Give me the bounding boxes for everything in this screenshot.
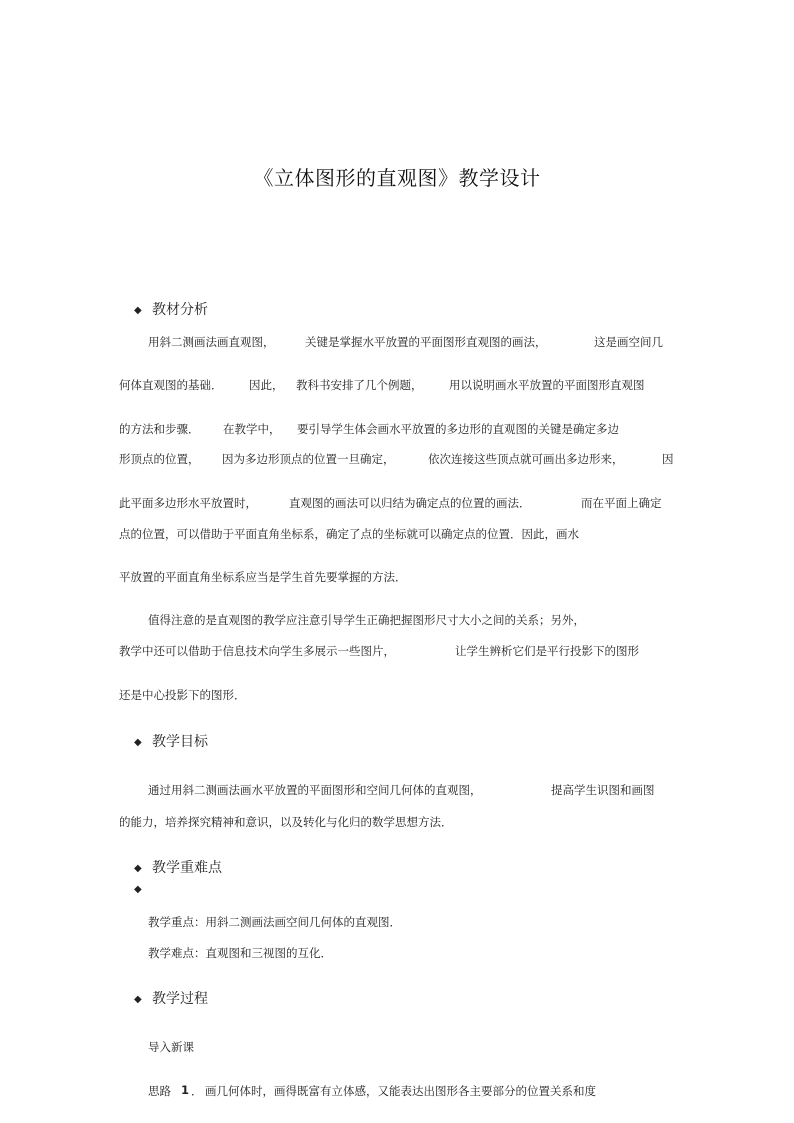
- text-segment: 因为多边形顶点的位置一旦确定，: [222, 452, 395, 466]
- text-segment: 用以说明画水平放置的平面图形直观图: [449, 378, 645, 392]
- text-segment: 通过用斜二测画法画水平放置的平面图形和空间几何体的直观图，: [148, 783, 482, 797]
- teaching-focus: 教学重点：用斜二测画法画空间几何体的直观图．: [148, 915, 401, 929]
- text-segment: 因: [662, 452, 674, 466]
- text-segment: 形顶点的位置，: [119, 452, 200, 466]
- paragraph-line: 点的位置，可以借助于平面直角坐标系，确定了点的坐标就可以确定点的位置．因此，画水: [119, 527, 579, 541]
- text-segment: 用斜二测画法画直观图，: [148, 335, 275, 349]
- paragraph-line: 平放置的平面直角坐标系应当是学生首先要掌握的方法．: [119, 570, 407, 584]
- section-heading-label: 教学目标: [152, 734, 208, 750]
- text-segment: 在教学中，: [223, 422, 281, 436]
- paragraph-line: 还是中心投影下的图形．: [119, 688, 246, 702]
- text-segment: 关键是掌握水平放置的平面图形直观图的画法，: [305, 335, 547, 349]
- text-segment: 提高学生识图和画图: [551, 783, 655, 797]
- text-segment: 教科书安排了几个例题，: [296, 378, 423, 392]
- section-heading-label: 教学过程: [152, 991, 208, 1007]
- text-segment: 因此，: [249, 378, 284, 392]
- teaching-difficulty: 教学难点：直观图和三视图的互化．: [148, 946, 332, 960]
- text-segment: 要引导学生体会画水平放置的多边形的直观图的关键是确定多边: [297, 422, 619, 436]
- section-heading-process: [134, 988, 208, 1008]
- section-heading-analysis: [134, 299, 208, 319]
- text-segment: 这是画空间几: [594, 335, 663, 349]
- text-segment: 画几何体时，画得既富有立体感，又能表达出图形各主要部分的位置关系和度: [205, 1084, 596, 1098]
- diamond-bullet-icon: ◆: [134, 863, 142, 874]
- section-heading-keypoints: [134, 857, 222, 877]
- text-segment: ．: [191, 1084, 203, 1098]
- text-segment: 让学生辨析它们是平行投影下的图形: [455, 644, 639, 658]
- section-heading-goals: [134, 731, 208, 751]
- text-segment: 何体直观图的基础．: [119, 378, 223, 392]
- text-segment: 教学中还可以借助于信息技术向学生多展示一些图片，: [119, 644, 395, 658]
- diamond-bullet-icon: ◆: [134, 305, 142, 316]
- diamond-bullet-icon: ◆: [134, 737, 142, 748]
- section-heading-label: 教学重难点: [152, 860, 222, 876]
- text-segment: 1: [181, 1083, 190, 1097]
- section-heading-label: 教材分析: [152, 302, 208, 318]
- text-segment: 而在平面上确定: [581, 496, 662, 510]
- diamond-bullet-icon: ◆: [134, 884, 142, 895]
- paragraph-line: 值得注意的是直观图的教学应注意引导学生正确把握图形尺寸大小之间的关系；另外，: [148, 613, 585, 627]
- lesson-intro-label: 导入新课: [148, 1040, 194, 1054]
- paragraph-line: 的能力，培养探究精神和意识，以及转化与化归的数学思想方法．: [119, 815, 453, 829]
- text-segment: 此平面多边形水平放置时，: [119, 496, 257, 510]
- text-segment: 依次连接这些顶点就可画出多边形来，: [428, 452, 624, 466]
- text-segment: 直观图的画法可以归结为确定点的位置的画法．: [289, 496, 531, 510]
- text-segment: 思路: [148, 1084, 171, 1098]
- text-segment: 的方法和步骤．: [119, 422, 200, 436]
- document-title: 《立体图形的直观图》教学设计: [253, 166, 541, 190]
- diamond-bullet-icon: ◆: [134, 994, 142, 1005]
